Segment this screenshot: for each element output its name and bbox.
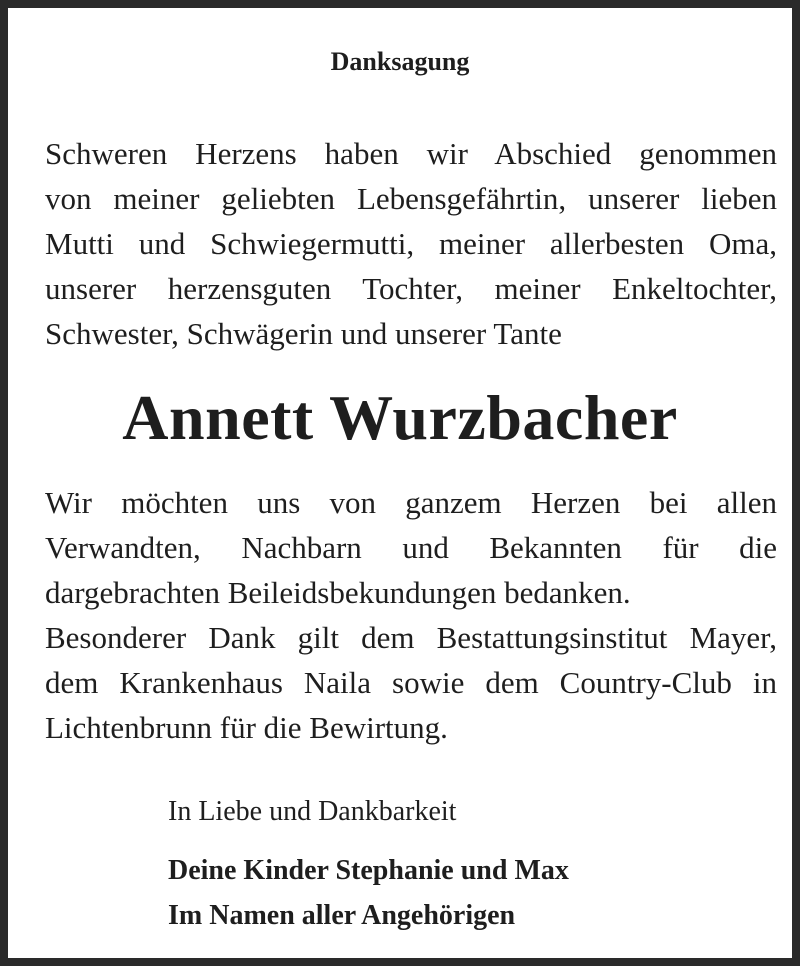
notice-heading: Danksagung — [330, 47, 470, 76]
deceased-name: Annett Wurzbacher — [122, 382, 678, 453]
thanks-line: dargebrachten Beileidsbekundungen bedanken. — [45, 575, 631, 610]
thanks-line: dem Krankenhaus Naila sowie dem Country-Club in — [45, 665, 777, 700]
closing-phrase: In Liebe und Dankbarkeit — [168, 796, 457, 827]
thanks-line: Besonderer Dank gilt dem Bestattungsinstitut Mayer, — [45, 620, 777, 655]
thanks-paragraph — [45, 480, 777, 750]
signature-line: Im Namen aller Angehörigen — [168, 900, 516, 931]
intro-line: Schwester, Schwägerin und unserer Tante — [45, 316, 562, 351]
thanks-line: Wir möchten uns von ganzem Herzen bei allen — [45, 485, 777, 520]
signature-block — [168, 848, 569, 938]
thanks-line: Lichtenbrunn für die Bewirtung. — [45, 710, 448, 745]
intro-line: Mutti und Schwiegermutti, meiner allerbesten Oma, — [45, 226, 777, 261]
intro-paragraph — [45, 131, 777, 356]
thanks-line: Verwandten, Nachbarn und Bekannten für die — [45, 530, 777, 565]
intro-line: von meiner geliebten Lebensgefährtin, unserer lieben — [45, 181, 777, 216]
intro-line: Schweren Herzens haben wir Abschied genommen — [45, 136, 777, 171]
signature-line: Deine Kinder Stephanie und Max — [168, 855, 569, 886]
intro-line: unserer herzensguten Tochter, meiner Enkeltochter, — [45, 271, 777, 306]
